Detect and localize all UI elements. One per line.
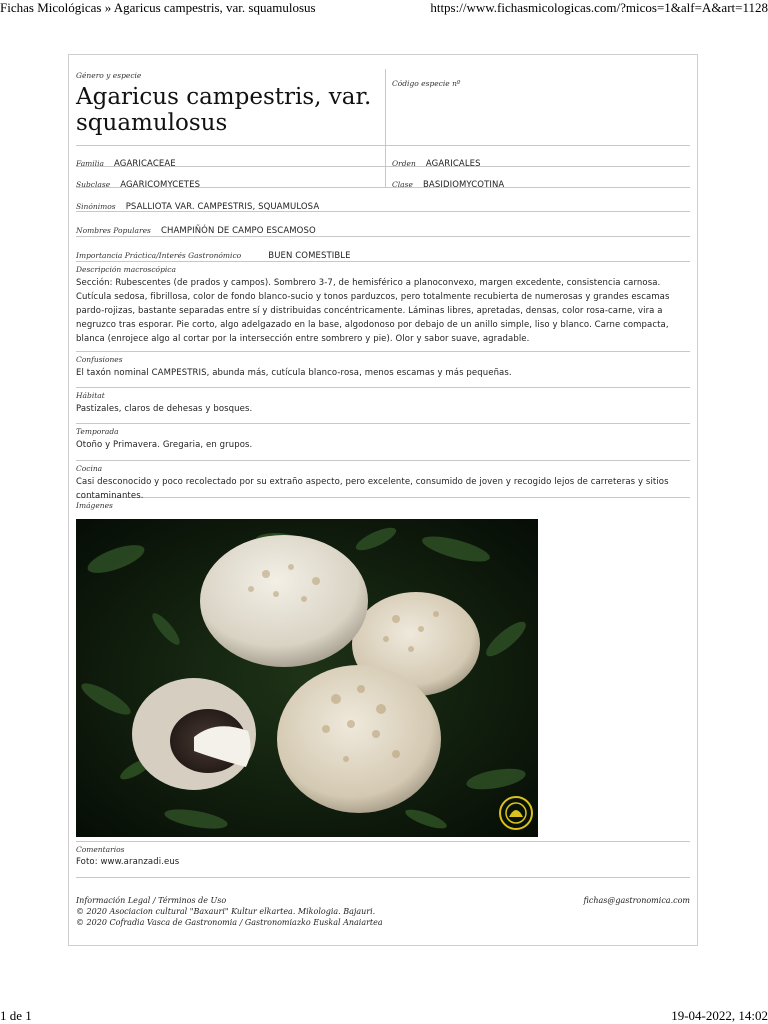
comentarios-label: Comentarios (76, 845, 125, 854)
mushroom-photo-art (76, 519, 538, 837)
copyright-line-1: © 2020 Asociacion cultural "Baxauri" Kultur elkartea. Mikologia. Bajauri. (76, 907, 376, 916)
species-title: Agaricus campestris, var. squamulosus (76, 84, 372, 136)
clase-label: Clase (392, 180, 413, 189)
clase-value: BASIDIOMYCOTINA (423, 180, 505, 190)
familia-orden-row (76, 145, 690, 167)
nombres-populares-row (76, 211, 690, 237)
sinonimos-row (76, 187, 690, 212)
confusiones-label: Confusiones (76, 355, 123, 364)
species-cell (76, 69, 386, 145)
comentarios-section (76, 841, 690, 878)
temporada-label: Temporada (76, 427, 119, 436)
comentarios-text: Foto: www.aranzadi.eus (76, 857, 180, 867)
sinonimos-value: PSALLIOTA VAR. CAMPESTRIS, SQUAMULOSA (125, 202, 320, 212)
cocina-section (76, 460, 690, 501)
habitat-label: Hábitat (76, 391, 105, 400)
print-page-number: 1 de 1 (0, 1008, 32, 1023)
familia-label: Familia (76, 159, 104, 168)
populares-label: Nombres Populares (76, 226, 151, 235)
subclase-clase-row (76, 166, 690, 188)
print-date: 19-04-2022, 14:02 (671, 1008, 768, 1023)
importancia-label: Importancia Práctica/Interés Gastronómico (76, 251, 242, 260)
populares-value: CHAMPIÑÓN DE CAMPO ESCAMOSO (160, 226, 316, 236)
orden-label: Orden (392, 159, 416, 168)
code-label: Código especie nº (392, 79, 461, 88)
cocina-label: Cocina (76, 464, 103, 473)
print-page-url: https://www.fichasmicologicas.com/?micos=1&alf=A&art=1128 (430, 0, 768, 15)
cocina-text: Casi desconocido y poco recolectado por su extraño aspecto, pero excelente, consumido de joven y recogido lejos de carreteras y sitios contaminantes. (76, 477, 669, 501)
print-header (0, 0, 768, 16)
confusiones-section (76, 351, 690, 388)
importancia-value: BUEN COMESTIBLE (268, 251, 351, 261)
code-cell (392, 71, 465, 90)
genus-label: Género y especie (76, 71, 142, 80)
habitat-section (76, 387, 690, 424)
print-page-title: Fichas Micológicas » Agaricus campestris, var. squamulosus (0, 0, 316, 15)
mushroom-photo (76, 519, 538, 837)
orden-value: AGARICALES (425, 159, 481, 169)
species-card (68, 54, 698, 946)
imagenes-label: Imágenes (76, 501, 113, 510)
descripcion-section (76, 261, 690, 352)
descripcion-label: Descripción macroscópica (76, 265, 176, 274)
importancia-row (76, 236, 690, 262)
copyright-line-2: © 2020 Cofradia Vasca de Gastronomia / Gastronomiazko Euskal Anaiartea (76, 918, 383, 927)
email-link[interactable]: fichas@gastronomica.com (583, 896, 690, 905)
temporada-section (76, 423, 690, 461)
title-row (76, 69, 690, 146)
temporada-text: Otoño y Primavera. Gregaria, en grupos. (76, 440, 253, 450)
habitat-text: Pastizales, claros de dehesas y bosques. (76, 404, 253, 414)
subclase-label: Subclase (76, 180, 111, 189)
sinonimos-label: Sinónimos (76, 202, 116, 211)
familia-value: AGARICACEAE (114, 159, 176, 169)
descripcion-text: Sección: Rubescentes (de prados y campos). Sombrero 3-7, de hemisférico a planoconvexo, margen excedente, consistencia carnosa. Cutícula sedosa, fibrillosa, color de fondo blanco-sucio y tonos parduzcos, pero totalmente recubierta de numerosas y grandes escamas pardo-rojizas, bastante separadas entre sí y distribuidas concéntricamente. Láminas libres, apretadas, densas, color rosa-carne, vira a negruzco tras esporar. Pie corto, algo adelgazado en la base, algodonoso por debajo de un anillo simple, liso y blanco. Carne compacta, blanca (enrojece algo al cortar por la intersección entre sombrero y pie). Olor y sabor suave, agradable. (76, 278, 670, 344)
imagenes-section (76, 497, 690, 842)
subclase-value: AGARICOMYCETES (120, 180, 201, 190)
print-footer (0, 1008, 768, 1024)
legal-terms-link[interactable]: Información Legal / Términos de Uso (76, 896, 227, 905)
confusiones-text: El taxón nominal CAMPESTRIS, abunda más, cutícula blanco-rosa, menos escamas y más pequeñas. (76, 368, 512, 378)
